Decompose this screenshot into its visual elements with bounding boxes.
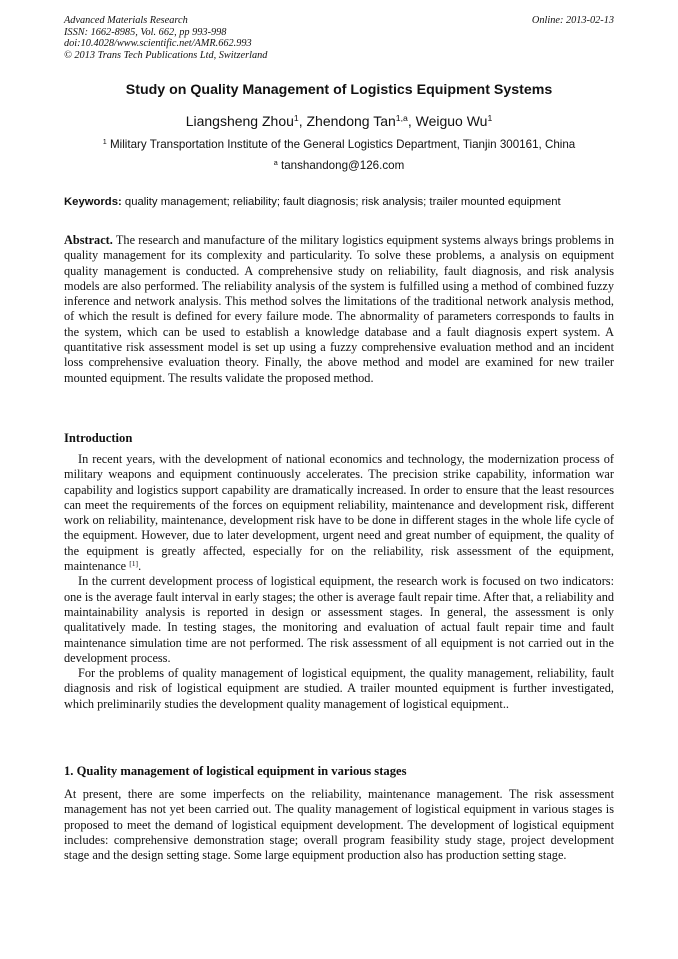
author-name: Zhendong Tan — [306, 113, 396, 129]
paragraph-text: In recent years, with the development of national economics and technology, the modernization process of military weapons and equipment continuously accelerates. The precision strike capability, information war capability and logistics support capability are dramatically increased. In order to ensure that the least resources can meet the requirements of the forces on equipment reliability, maintenance and development risk, different work on reliability, maintenance, development risk have to be done in different stages in the whole life cycle of the equipment. However, due to later development, urgent need and great number of equipment, the quality of the equipment is greatly affected, especially for on the reliability, risk assessment of the equipment, maintenance — [64, 452, 614, 574]
issn-line: ISSN: 1662-8985, Vol. 662, pp 993-998 — [64, 26, 227, 38]
author-name: Liangsheng Zhou — [185, 113, 294, 129]
keywords-text: quality management; reliability; fault diagnosis; risk analysis; trailer mounted equipment — [124, 196, 561, 208]
affiliation — [0, 138, 678, 152]
author-name: Weiguo Wu — [415, 113, 488, 129]
keywords — [64, 195, 616, 209]
abstract — [64, 233, 614, 386]
contact-email — [0, 159, 678, 173]
abstract-label: Abstract. — [64, 233, 113, 247]
paragraph: At present, there are some imperfects on the reliability, maintenance management. The risk assessment management has not yet been carried out. The quality management of logistical equipment in various stages is proposed to meet the demand of logistical equipment development. The development of logistical equipment includes: comprehensive demonstration stage; overall program feasibility study stage, project development stage and the design setting stage. Some large equipment production also has production setting stage. — [64, 787, 614, 863]
author-list — [0, 112, 678, 130]
section-1-heading: 1. Quality management of logistical equipment in various stages — [64, 764, 407, 778]
email-address[interactable]: tanshandong@126.com — [280, 159, 405, 172]
introduction-body — [64, 452, 614, 712]
email-mark: a — [273, 158, 278, 168]
paragraph: In the current development process of logistical equipment, the research work is focused on two indicators: one is the average fault interval in early stages; the other is average fault repair time. After that, a reliability and maintainability analysis is reported in design or assessment stages. In general, the assessment is only qualitatively made. In testing stages, the monitoring and evaluation of actual fault repair time and fault maintenance simulation time are not performed. The risk assessment of all equipment is not carried out in the development process. — [64, 574, 614, 665]
paragraph-end: . — [138, 559, 142, 574]
paper-title: Study on Quality Management of Logistics Equipment Systems — [125, 82, 553, 98]
author-separator: , — [407, 113, 416, 129]
online-date: Online: 2013-02-13 — [531, 15, 614, 26]
section-1-body — [64, 787, 614, 863]
introduction-heading: Introduction — [64, 431, 133, 445]
citation-ref[interactable]: [1] — [129, 558, 139, 568]
paragraph: For the problems of quality management of logistical equipment, the quality management, reliability, fault diagnosis and risk of logistical equipment are studied. A trailer mounted equipment is further investigated, which preliminarily studies the development quality management of logistical equipment.. — [64, 666, 614, 711]
paragraph — [64, 452, 614, 574]
keywords-label: Keywords: — [64, 196, 122, 208]
affiliation-text: Military Transportation Institute of the General Logistics Department, Tianjin 300161, China — [109, 138, 576, 151]
abstract-text: The research and manufacture of the military logistics equipment systems always brings problems in quality management for its complexity and particularity. To solve these problems, a analysis on equipment quality management is conducted. A comprehensive study on reliability, fault diagnosis, and risk analysis models are also performed. The reliability analysis of the system is fulfilled using a method of combined fuzzy inference and network analysis. This method solves the limitations of the traditional network analysis method, of which the result is defined for every failure mode. The abnormality of parameters corresponds to faults in the system, which can be used to establish a knowledge database and a fault diagnosis expert system. A quantitative risk assessment model is set up using a fuzzy comprehensive evaluation method and an incident loss comprehensive evaluation theory. Finally, the above method and model are examined for new trailer mounted equipment. The results validate the proposed method. — [64, 233, 614, 385]
journal-meta — [64, 15, 267, 61]
doi-line: doi:10.4028/www.scientific.net/AMR.662.993 — [64, 38, 252, 50]
author-affil-mark: 1 — [487, 113, 493, 124]
author-affil-mark: 1,a — [395, 113, 408, 124]
author-separator: , — [298, 113, 307, 129]
journal-name: Advanced Materials Research — [64, 15, 188, 26]
copyright-line: © 2013 Trans Tech Publications Ltd, Switzerland — [64, 49, 268, 61]
author-affil-mark: 1 — [293, 113, 299, 124]
affiliation-mark: 1 — [102, 137, 107, 147]
